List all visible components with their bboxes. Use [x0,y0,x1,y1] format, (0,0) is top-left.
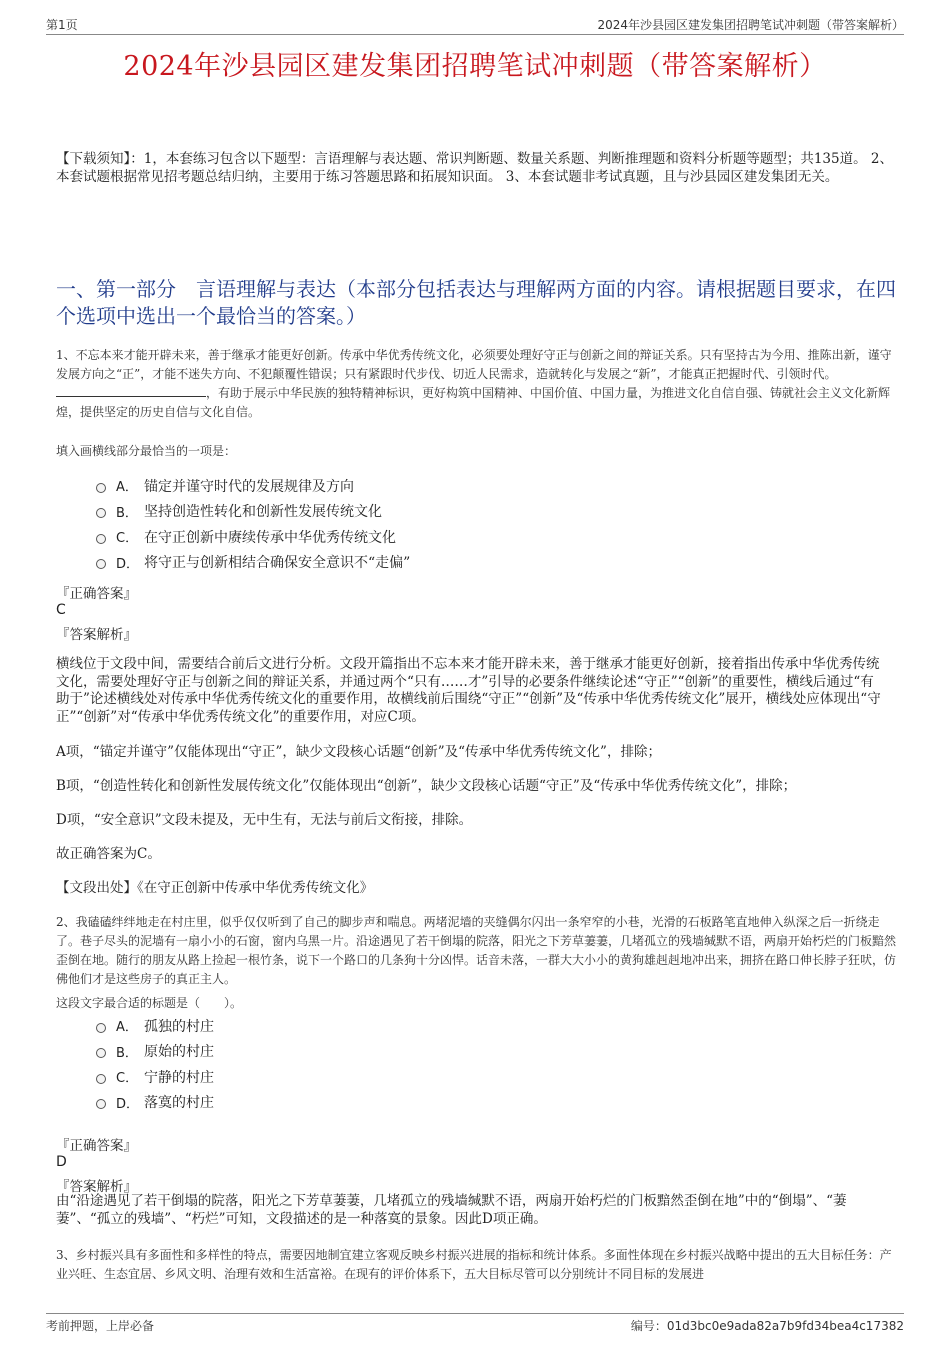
question-1-analysis-d: D项，“安全意识”文段未提及，无中生有，无法与前后文衔接，排除。 [56,812,473,828]
question-1-answer: C [56,602,66,618]
radio-icon[interactable] [96,1099,106,1109]
radio-icon[interactable] [96,1023,106,1033]
question-1-conclusion: 故正确答案为C。 [56,846,161,862]
radio-icon[interactable] [96,559,106,569]
question-1-prompt: 填入画横线部分最恰当的一项是： [56,444,237,458]
question-1-text-part-b: ，有助于展示中华民族的独特精神标识，更好构筑中国精神、中国价值、中国力量，为推进文化自信自强、铸就社会主义文化新辉煌，提供坚定的历史自信与文化自信。 [56,386,891,419]
question-1-analysis-label: 『答案解析』 [56,627,137,643]
question-2-options [96,1013,214,1115]
radio-icon[interactable] [96,483,106,493]
question-1-analysis-main: 横线位于文段中间，需要结合前后文进行分析。文段开篇指出不忘本来才能开辟未来，善于继承才能更好创新，接着指出传承中华优秀传统文化，需要处理好守正与创新之间的辩证关系，并通过两个“只有……才”引导的必要条件继续论述“守正”“创新”的重要性，横线后通过“有助于”论述横线处对传承中华优秀传统文化的重要作用，故横线前后围绕“守正”“创新”及“传承中华优秀传统文化”展开，横线处应体现出“守正”“创新”对“传承中华优秀传统文化”的重要作用，对应C项。 [56,656,881,725]
question-1-analysis-a: A项，“锚定并谨守”仅能体现出“守正”，缺少文段核心话题“创新”及“传承中华优秀传统文化”，排除； [56,744,661,760]
question-1-text [56,346,896,422]
question-2-analysis-label: 『答案解析』 [56,1179,137,1195]
page-header [46,14,904,35]
question-2-analysis: 由“沿途遇见了若干倒塌的院落，阳光之下芳草萋萋，几堵孤立的残墙缄默不语，两扇开始朽烂的门板黯然歪倒在地”中的“倒塌”、“萋萋”、“孤立的残墙”、“朽烂”可知，文段描述的是一种落寞的景象。因此D项正确。 [56,1193,847,1227]
footer-doc-id: 编号：01d3bc0e9ada82a7b9fd34bea4c17382 [630,1319,904,1333]
radio-icon[interactable] [96,1048,106,1058]
page-footer [46,1313,904,1336]
question-2-option-c[interactable]: C． 宁静的村庄 [96,1064,214,1090]
question-1-source: 【文段出处】《在守正创新中传承中华优秀传统文化》 [56,880,374,896]
radio-icon[interactable] [96,1074,106,1084]
radio-icon[interactable] [96,534,106,544]
question-1-options [96,473,410,575]
header-doc-title: 2024年沙县园区建发集团招聘笔试冲刺题（带答案解析） [597,18,904,32]
radio-icon[interactable] [96,508,106,518]
question-1-answer-label: 『正确答案』 [56,586,137,602]
question-2-answer: D [56,1154,67,1170]
question-2-text: 2、我磕磕绊绊地走在村庄里，似乎仅仅听到了自己的脚步声和喘息。两堵泥墙的夹缝偶尔闪出一条窄窄的小巷，光滑的石板路笔直地伸入纵深之后一折绕走了。巷子尽头的泥墙有一扇小小的石窗，窗内乌黑一片。沿途遇见了若干倒塌的院落，阳光之下芳草萋萋，几堵孤立的残墙缄默不语，两扇开始朽烂的门板黯然歪倒在地。随行的朋友从路上捡起一根竹条，说下一个路口的几条狗十分凶悍。话音未落，一群大大小小的黄狗雄赳赳地冲出来，拥挤在路口伸长脖子狂吠，仿佛他们才是这些房子的真正主人。 [56,915,897,986]
question-1-analysis-b: B项，“创造性转化和创新性发展传统文化”仅能体现出“创新”，缺少文段核心话题“守正”及“传承中华优秀传统文化”，排除； [56,778,797,794]
section-heading: 一、第一部分 言语理解与表达（本部分包括表达与理解两方面的内容。请根据题目要求，在四个选项中选出一个最恰当的答案。） [56,277,896,328]
question-1-option-d[interactable]: D． 将守正与创新相结合确保安全意识不“走偏” [96,550,410,576]
question-2-option-b[interactable]: B． 原始的村庄 [96,1039,214,1065]
question-1-option-c[interactable]: C． 在守正创新中赓续传承中华优秀传统文化 [96,524,410,550]
footer-slogan: 考前押题，上岸必备 [46,1319,155,1333]
fill-blank-line [56,384,206,397]
question-1-option-b[interactable]: B． 坚持创造性转化和创新性发展传统文化 [96,499,410,525]
download-notice: 【下载须知】：1，本套练习包含以下题型：言语理解与表达题、常识判断题、数量关系题、判断推理题和资料分析题等题型；共135道。 2、本套试题根据常见招考题总结归纳，主要用于练习答题思路和拓展知识面。 3、本套试题非考试真题，且与沙县园区建发集团无关。 [56,151,893,185]
question-2-option-a[interactable]: A． 孤独的村庄 [96,1013,214,1039]
document-title: 2024年沙县园区建发集团招聘笔试冲刺题（带答案解析） [123,51,827,82]
question-3-text: 3、乡村振兴具有多面性和多样性的特点，需要因地制宜建立客观反映乡村振兴进展的指标和统计体系。多面性体现在乡村振兴战略中提出的五大目标任务：产业兴旺、生态宜居、乡风文明、治理有效和生活富裕。在现有的评价体系下，五大目标尽管可以分别统计不同目标的发展进 [56,1248,892,1281]
question-1-text-part-a: 1、不忘本来才能开辟未来，善于继承才能更好创新。传承中华优秀传统文化，必须要处理好守正与创新之间的辩证关系。只有坚持古为今用、推陈出新，谨守发展方向之“正”，才能不迷失方向、不犯颠覆性错误；只有紧跟时代步伐、切近人民需求，造就转化与发展之“新”，才能真正把握时代、引领时代。 [56,348,892,381]
question-2-answer-label: 『正确答案』 [56,1138,137,1154]
question-2-option-d[interactable]: D． 落寞的村庄 [96,1090,214,1116]
question-2-prompt: 这段文字最合适的标题是（ ）。 [56,996,243,1010]
question-1-option-a[interactable]: A． 锚定并谨守时代的发展规律及方向 [96,473,410,499]
page-number: 第1页 [46,18,78,32]
